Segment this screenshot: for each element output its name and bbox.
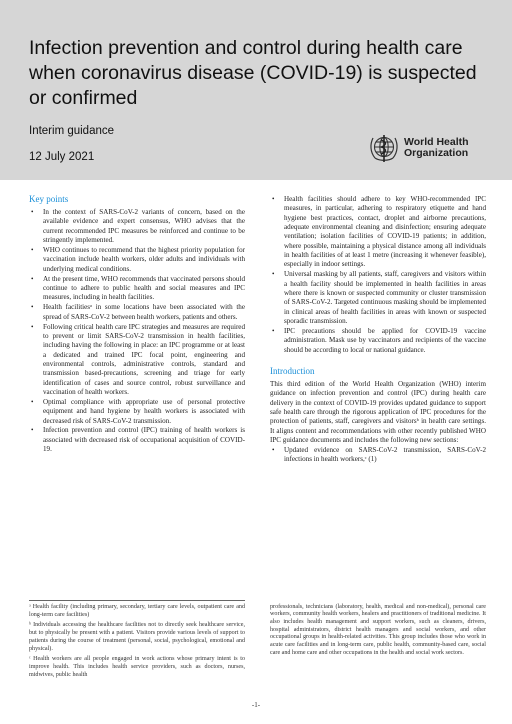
footnote-c-continued: professionals, technicians (laboratory, health, medical and non-medical), personal care workers, community health workers, healers and practitioners of traditional medicine. It also includes health management and support workers, such as cleaners, drivers, hospital administrators, district health managers and social workers, and other occupational groups in health-related activities. This group includes those who work in acute care facilities and in long-term care, public health, community-based care, social care and home care and other occupations in the health and social work sectors. bbox=[270, 603, 486, 656]
key-points-list-right bbox=[270, 195, 486, 355]
who-wordmark-line1: World Health bbox=[404, 136, 469, 148]
document-title: Infection prevention and control during health care when coronavirus disease (COVID-19) is suspected or confirmed bbox=[29, 37, 477, 109]
who-wordmark bbox=[404, 137, 469, 159]
footnote-a: ᵃ Health facility (including primary, secondary, tertiary care levels, outpatient care and long-term care facilities) bbox=[29, 604, 245, 618]
key-point-item: • Infection prevention and control (IPC) training of health workers is associated with decreased risk of occupational acquisition of COVID-19. bbox=[29, 426, 245, 454]
who-emblem-icon bbox=[368, 132, 400, 164]
key-points-list-left bbox=[29, 208, 245, 455]
key-point-item: • In the context of SARS-CoV-2 variants of concern, based on the available evidence and expert consensus, WHO advises that the current recommended IPC measures be reinforced and continue to be stringently implemented. bbox=[29, 208, 245, 245]
introduction-paragraph: This third edition of the World Health Organization (WHO) interim guidance on infection prevention and control (IPC) during health care delivery in the context of COVID-19 provides updated guidance to support safe health care through the rigorous application of IPC procedures for the protection of patients, staff, caregivers and visitorsᵇ in health care settings. It aligns content and recommendations with other recently published WHO IPC guidance documents and includes the following new sections: bbox=[270, 380, 486, 445]
key-points-heading: Key points bbox=[29, 194, 69, 204]
key-point-item: • Health facilitiesᵃ in some locations have been associated with the spread of SARS-CoV-2 between health workers, patients and others. bbox=[29, 303, 245, 322]
document-date: 12 July 2021 bbox=[29, 151, 95, 163]
key-point-item: • Optimal compliance with appropriate use of personal protective equipment and hand hygiene by health workers is associated with decreased risk of SARS-CoV-2 transmission. bbox=[29, 398, 245, 426]
footnote-b: ᵇ Individuals accessing the healthcare facilities not to directly seek healthcare service, but to physically be present with a patient. Visitors provide various levels of support to patients during the course of treatment (personal, social, psychological, emotional and physical). bbox=[29, 622, 245, 652]
introduction-heading: Introduction bbox=[270, 366, 315, 377]
document-subtitle: Interim guidance bbox=[29, 125, 115, 137]
who-wordmark-line2: Organization bbox=[404, 147, 469, 159]
footnotes-left bbox=[29, 600, 245, 682]
footnote-c: ᶜ Health workers are all people engaged in work actions whose primary intent is to improve health. This includes health service providers, such as doctors, nurses, midwives, public health bbox=[29, 656, 245, 678]
key-point-item: • Following critical health care IPC strategies and measures are required to prevent or limit SARS-CoV-2 transmission in health facilities, including having the following in place: an IPC programme or at least a dedicated and trained IPC focal point, engineering and environmental controls, administrative controls, standard and transmission based-precautions, screening and triage for early identification of cases and source control, robust surveillance and vaccination of health workers. bbox=[29, 323, 245, 398]
introduction-list bbox=[270, 446, 486, 465]
right-column bbox=[270, 195, 486, 465]
introduction-item: • Updated evidence on SARS-CoV-2 transmission, SARS-CoV-2 infections in health workers,ᶜ (1) bbox=[270, 446, 486, 465]
key-point-item: • Universal masking by all patients, staff, caregivers and visitors within a health facility should be implemented in health facilities in areas where there is known or suspected community or cluster transmission of SARS-CoV-2. Targeted continuous masking should be implemented in clinical areas of health facilities in areas with known or suspected sporadic transmission. bbox=[270, 270, 486, 326]
footnotes-right bbox=[270, 600, 486, 660]
left-column bbox=[29, 193, 245, 455]
key-point-item: • IPC precautions should be applied for COVID-19 vaccine administration. Mask use by vaccinators and recipients of the vaccine should be according to local or national guidance. bbox=[270, 327, 486, 355]
key-point-item: • Health facilities should adhere to key WHO-recommended IPC measures, in particular, adhering to respiratory etiquette and hand hygiene best practices, contact, droplet and airborne precautions, adequate environmental cleaning and disinfection; ensuring adequate ventilation; isolation facilities of COVID-19 patients; in addition, where possible, maintaining a physical distance among all individuals in health facilities of at least 1 metre (increasing it whenever feasible), especially in indoor settings. bbox=[270, 195, 486, 270]
title-banner bbox=[0, 0, 512, 180]
who-logo bbox=[368, 130, 496, 166]
key-point-item: • At the present time, WHO recommends that vaccinated persons should continue to adhere to public health and social measures and IPC measures, including in health facilities. bbox=[29, 275, 245, 303]
page-number: -1- bbox=[251, 701, 261, 709]
key-point-item: • WHO continues to recommend that the highest priority population for vaccination include health workers, older adults and individuals with underlying medical conditions. bbox=[29, 246, 245, 274]
